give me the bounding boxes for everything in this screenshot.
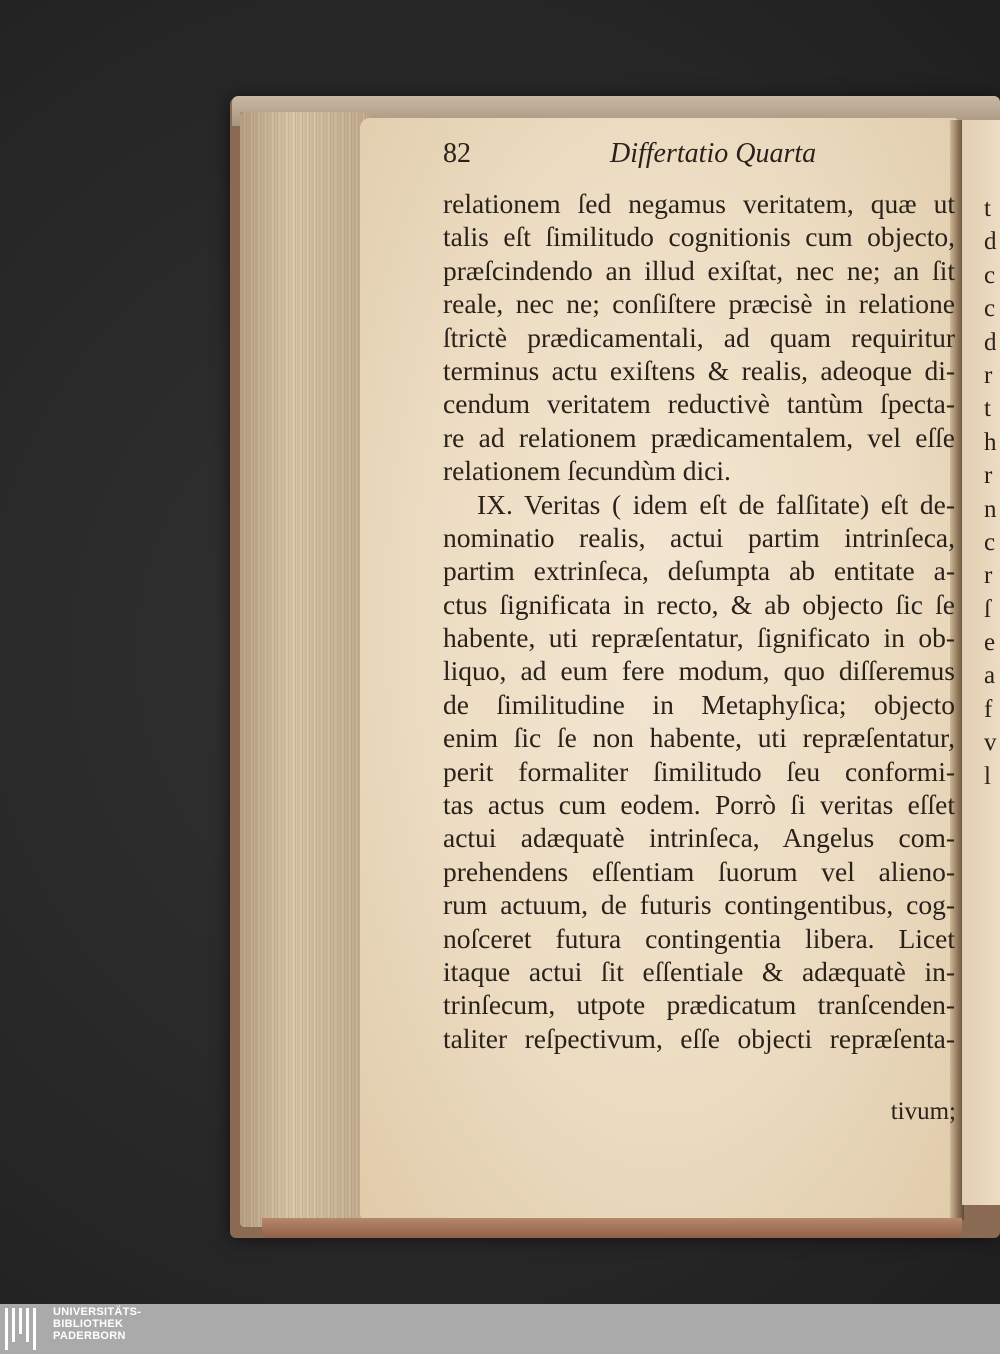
facing-page-letter: e <box>984 629 996 657</box>
facing-page-letter: n <box>984 495 997 523</box>
text-line: præſcindendo an illud exiſtat, nec ne; an ſit <box>443 254 955 286</box>
page-header <box>443 138 953 178</box>
library-footer <box>0 1304 1000 1354</box>
text-line: liquo, ad eum fere modum, quo diſſeremus <box>443 655 955 687</box>
facing-page-letter: d <box>984 328 997 356</box>
text-line: ctus ſignificata in recto, & ab objecto ſic ſe <box>443 588 955 620</box>
text-line: noſceret futura contingentia libera. Licet <box>443 922 955 954</box>
library-logo-icon <box>5 1308 45 1350</box>
facing-page-letter: c <box>984 261 996 289</box>
text-line: ſtrictè prædicamentali, ad quam requiritur <box>443 321 955 353</box>
facing-page-letter: r <box>984 361 993 389</box>
text-line: reale, nec ne; conſiſtere præcisè in relatione <box>443 288 955 320</box>
text-line: partim extrinſeca, deſumpta ab entitate a- <box>443 555 955 587</box>
text-line: trinſecum, utpote prædicatum tranſcenden- <box>443 989 955 1021</box>
facing-page-letter: a <box>984 662 996 690</box>
facing-page-letter: v <box>984 729 997 757</box>
text-line: talis eſt ſimilitudo cognitionis cum objecto, <box>443 221 955 253</box>
text-line: enim ſic ſe non habente, uti repræſentatur, <box>443 722 955 754</box>
text-line: nominatio realis, actui partim intrinſeca, <box>443 521 955 553</box>
facing-page-letter: t <box>984 395 991 423</box>
text-line: tas actus cum eodem. Porrò ſi veritas eſſet <box>443 789 955 821</box>
catchword: tivum; <box>890 1098 956 1125</box>
facing-page-letter: r <box>984 562 993 590</box>
text-line: taliter reſpectivum, eſſe objecti repræſenta- <box>443 1022 955 1054</box>
facing-page-letter: f <box>984 695 993 723</box>
facing-page-letter: t <box>984 195 991 222</box>
text-line: relationem ſed negamus veritatem, quæ ut <box>443 188 955 219</box>
text-line: cendum veritatem reductivè tantùm ſpecta- <box>443 388 955 420</box>
facing-page-letter: d <box>984 228 997 256</box>
text-line: de ſimilitudine in Metaphyſica; objecto <box>443 688 955 720</box>
facing-page-letter: h <box>984 428 997 456</box>
text-line: perit formaliter ſimilitudo ſeu conformi- <box>443 755 955 787</box>
text-line: habente, uti repræſentatur, ſignificato in ob- <box>443 622 955 654</box>
facing-page-letter: l <box>984 762 991 790</box>
facing-page-letter: ſ <box>984 595 991 623</box>
text-line: terminus actu exiſtens & realis, adeoque di- <box>443 354 955 386</box>
text-line: rum actuum, de futuris contingentibus, cog- <box>443 889 955 921</box>
page-number: 82 <box>443 138 471 169</box>
facing-page-letters <box>984 192 1000 793</box>
text-line: IX. Veritas ( idem eſt de falſitate) eſt de- <box>477 488 955 520</box>
text-line: actui adæquatè intrinſeca, Angelus com- <box>443 822 955 854</box>
text-line: prehendens eſſentiam ſuorum vel alieno- <box>443 855 955 887</box>
facing-page-letter: c <box>984 528 996 556</box>
library-logo-text: UNIVERSITÄTS- BIBLIOTHEK PADERBORN <box>53 1306 142 1342</box>
running-title: Differtatio Quarta <box>610 138 817 169</box>
facing-page-letter: r <box>984 462 993 490</box>
facing-page-letter: c <box>984 295 996 323</box>
book-bottom-edge <box>262 1218 962 1238</box>
text-line: relationem ſecundùm dici. <box>443 455 731 487</box>
text-line: re ad relationem prædicamentalem, vel eſſe <box>443 421 955 453</box>
text-line: itaque actui ſit eſſentiale & adæquatè in- <box>443 955 955 987</box>
body-text <box>443 187 955 1055</box>
